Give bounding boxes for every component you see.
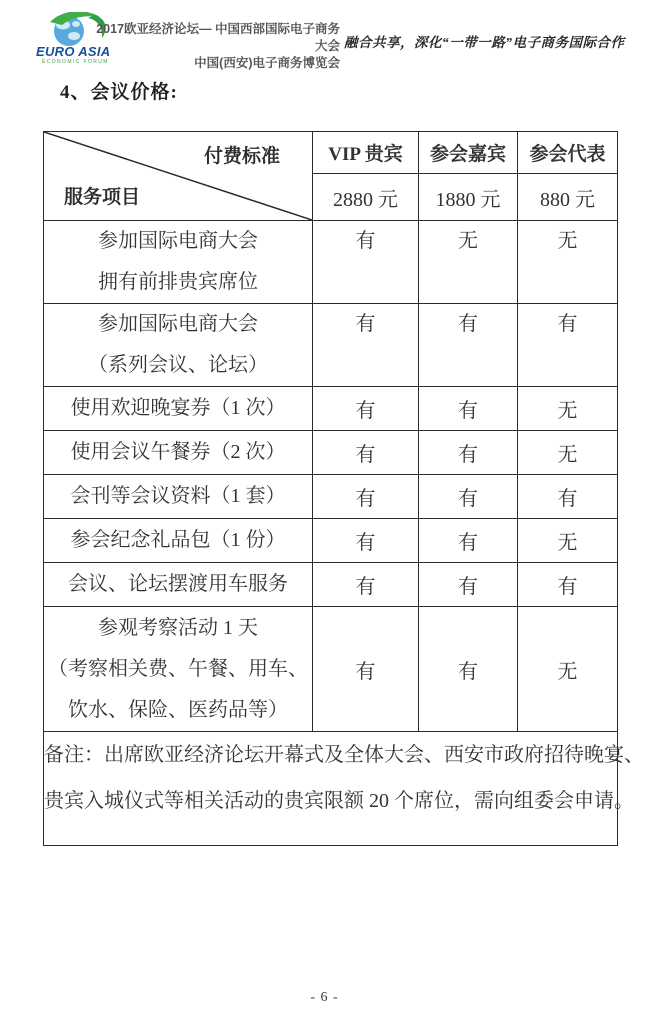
- service-label-cell: [44, 304, 313, 387]
- service-label-cell: [44, 607, 313, 732]
- note-cell: [44, 732, 644, 846]
- vip-value-cell: 有: [313, 475, 419, 519]
- service-label-line: 使用欢迎晚宴券（1 次）: [70, 397, 286, 419]
- vip-value-cell: 有: [313, 221, 419, 304]
- service-label-cell: [44, 519, 313, 563]
- vip-value-cell: 有: [313, 519, 419, 563]
- table-header-row: [44, 132, 618, 174]
- service-row: [44, 607, 618, 732]
- service-label-line: 会议、论坛摆渡用车服务: [68, 573, 288, 595]
- vip-value-cell: 有: [313, 387, 419, 431]
- service-label-cell: [44, 563, 313, 607]
- delegate-value-cell: 有: [518, 563, 618, 607]
- column-header-delegate: 参会代表: [518, 132, 618, 174]
- delegate-value-cell: 有: [518, 475, 618, 519]
- corner-cell: [44, 132, 313, 221]
- service-label-cell: [44, 431, 313, 475]
- price-table: [43, 131, 644, 846]
- delegate-value-cell: 无: [518, 607, 618, 732]
- service-label-line: （系列会议、论坛）: [88, 354, 268, 376]
- column-header-guest: 参会嘉宾: [419, 132, 518, 174]
- price-guest: 1880 元: [419, 174, 518, 221]
- delegate-value-cell: 有: [518, 304, 618, 387]
- section-heading: 4、会议价格:: [60, 82, 178, 103]
- header-title-line1: 2017欧亚经济论坛— 中国西部国际电子商务大会: [96, 22, 340, 53]
- service-label-cell: [44, 387, 313, 431]
- delegate-value-cell: 无: [518, 519, 618, 563]
- vip-value-cell: 有: [313, 563, 419, 607]
- vip-value-cell: 有: [313, 607, 419, 732]
- page-number: - 6 -: [310, 990, 339, 1005]
- service-label-line: 饮水、保险、医药品等）: [68, 698, 288, 721]
- price-vip: 2880 元: [313, 174, 419, 221]
- header-slogan: 融合共享，深化“一带一路”电子商务国际合作: [344, 35, 625, 50]
- service-row: [44, 221, 618, 304]
- corner-label-service-item: 服务项目: [64, 187, 141, 208]
- vip-value-cell: 有: [313, 431, 419, 475]
- price-table-body: [44, 132, 644, 846]
- service-label-line: 拥有前排贵宾席位: [98, 271, 258, 293]
- service-label-line: 参会纪念礼品包（1 份）: [70, 529, 286, 551]
- delegate-value-cell: 无: [518, 221, 618, 304]
- note-line: 贵宾入城仪式等相关活动的贵宾限额 20 个席位，需向组委会申请。: [44, 790, 634, 812]
- delegate-value-cell: 无: [518, 431, 618, 475]
- service-row: [44, 304, 618, 387]
- service-label-line: （考察相关费、午餐、用车、: [48, 657, 308, 680]
- corner-label-payment-standard: 付费标准: [203, 146, 280, 167]
- guest-value-cell: 有: [419, 519, 518, 563]
- guest-value-cell: 有: [419, 607, 518, 732]
- logo-wordmark: EURO ASIA: [36, 44, 111, 59]
- service-label-cell: [44, 221, 313, 304]
- guest-value-cell: 无: [419, 221, 518, 304]
- guest-value-cell: 有: [419, 563, 518, 607]
- service-label-line: 参加国际电商大会: [98, 313, 258, 335]
- service-label-cell: [44, 475, 313, 519]
- note-line: 备注：出席欧亚经济论坛开幕式及全体大会、西安市政府招待晚宴、: [44, 744, 644, 766]
- guest-value-cell: 有: [419, 431, 518, 475]
- service-row: [44, 563, 618, 607]
- guest-value-cell: 有: [419, 304, 518, 387]
- service-label-line: 参观考察活动 1 天: [98, 616, 258, 639]
- logo-subtext: ECONOMIC FORUM: [42, 59, 109, 65]
- service-row: [44, 387, 618, 431]
- vip-value-cell: 有: [313, 304, 419, 387]
- guest-value-cell: 有: [419, 475, 518, 519]
- header-title-line2: 中国(西安)电子商务博览会: [194, 56, 340, 70]
- service-label-line: 使用会议午餐券（2 次）: [70, 441, 286, 463]
- guest-value-cell: 有: [419, 387, 518, 431]
- column-header-vip: VIP 贵宾: [313, 132, 419, 174]
- delegate-value-cell: 无: [518, 387, 618, 431]
- service-label-line: 参加国际电商大会: [98, 230, 258, 252]
- note-row: [44, 732, 618, 846]
- service-row: [44, 431, 618, 475]
- service-row: [44, 475, 618, 519]
- service-row: [44, 519, 618, 563]
- header-title: [96, 21, 340, 72]
- price-delegate: 880 元: [518, 174, 618, 221]
- service-label-line: 会刊等会议资料（1 套）: [70, 485, 286, 507]
